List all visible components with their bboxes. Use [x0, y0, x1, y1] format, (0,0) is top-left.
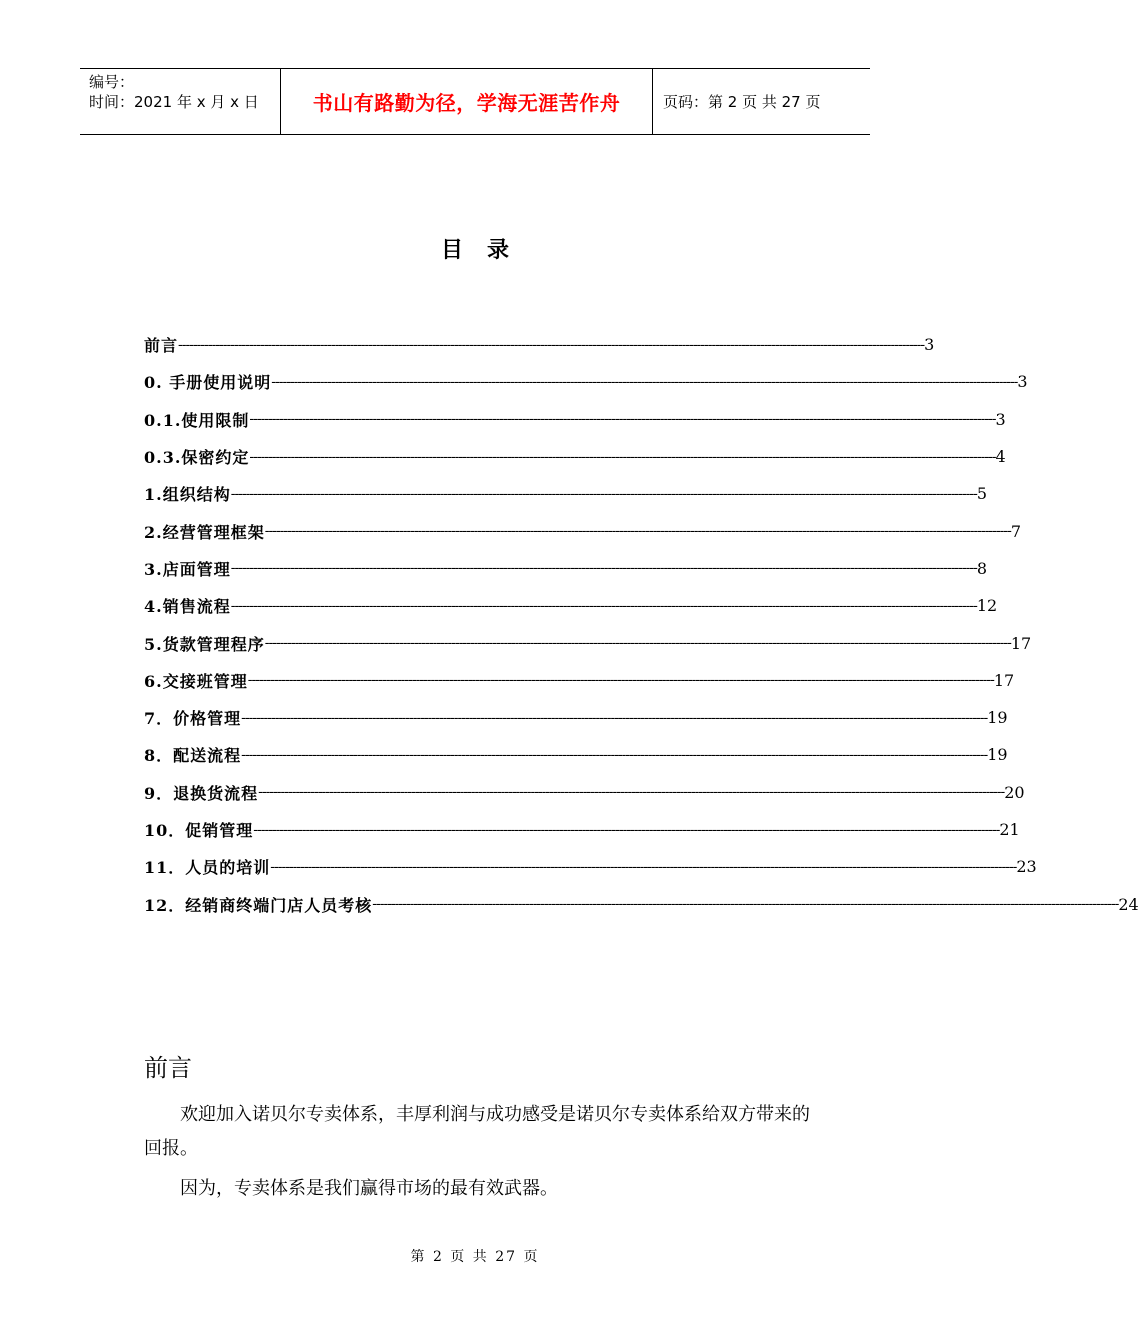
paragraph: 因为，专卖体系是我们赢得市场的最有效武器。: [180, 1178, 558, 1199]
toc-leader: --------------------------------------------------------------------------------------------------------------------------------------------------------------------------------------------------------: [264, 635, 1011, 652]
toc-leader: --------------------------------------------------------------------------------------------------------------------------------------------------------------------------------------------------------: [241, 709, 988, 726]
toc-entry-page: 20: [1004, 782, 1025, 802]
toc-entry[interactable]: [144, 587, 998, 624]
toc-entry-label: 2.经营管理框架: [144, 522, 265, 542]
toc-entry[interactable]: [144, 662, 1015, 699]
toc-entry-label: 4.销售流程: [144, 597, 231, 617]
toc-entry-page: 3: [1017, 372, 1028, 392]
header-meta: [80, 69, 281, 134]
toc-entry[interactable]: [144, 811, 1020, 848]
toc-entry-page: 8: [976, 558, 987, 578]
toc-leader: --------------------------------------------------------------------------------------------------------------------------------------------------------------------------------------------------------: [271, 373, 1018, 390]
toc-leader: --------------------------------------------------------------------------------------------------------------------------------------------------------------------------------------------------------: [241, 746, 988, 763]
toc-entry-label: 6.交接班管理: [144, 671, 248, 691]
toc-entry[interactable]: [144, 550, 987, 587]
toc-entry-label: 0.1.使用限制: [144, 410, 250, 430]
toc-leader: --------------------------------------------------------------------------------------------------------------------------------------------------------------------------------------------------------: [258, 784, 1005, 801]
toc-leader: --------------------------------------------------------------------------------------------------------------------------------------------------------------------------------------------------------: [178, 336, 925, 353]
toc-entry[interactable]: [144, 885, 1139, 922]
toc-entry-label: 5.货款管理程序: [144, 634, 265, 654]
toc-entry[interactable]: [144, 512, 1021, 549]
toc-entry-page: 3: [924, 335, 935, 355]
header-page-info: 页码：第 2 页 共 27 页: [663, 93, 821, 111]
toc-entry-label: 9．退换货流程: [144, 783, 259, 803]
toc-entry-label: 8．配送流程: [144, 746, 242, 766]
toc-entry[interactable]: [144, 326, 935, 363]
toc-entry-label: 11．人员的培训: [144, 858, 271, 878]
toc-title: 目录: [440, 237, 533, 263]
toc-leader: --------------------------------------------------------------------------------------------------------------------------------------------------------------------------------------------------------: [249, 448, 996, 465]
header-motto: 书山有路勤为径，学海无涯苦作舟: [281, 69, 653, 134]
toc-entry[interactable]: [144, 848, 1037, 885]
toc-entry-label: 10．促销管理: [144, 821, 254, 840]
toc-leader: --------------------------------------------------------------------------------------------------------------------------------------------------------------------------------------------------------: [230, 485, 977, 502]
toc-entry-page: 19: [987, 745, 1008, 765]
number-label: 编号：: [89, 73, 135, 91]
toc-entry[interactable]: [144, 624, 1032, 661]
toc-entry[interactable]: [144, 774, 1025, 811]
toc-entry-label: 0.3.保密约定: [144, 448, 250, 468]
page-header: [80, 68, 870, 135]
toc-leader: --------------------------------------------------------------------------------------------------------------------------------------------------------------------------------------------------------: [264, 523, 1011, 540]
toc-entry-page: 21: [999, 820, 1020, 839]
toc-entry-label: 0. 手册使用说明: [144, 373, 272, 393]
toc-entry[interactable]: [144, 401, 1006, 438]
toc-entry[interactable]: [144, 363, 1028, 400]
time-label: 时间：2021 年 x 月 x 日: [89, 93, 259, 111]
toc-entry-page: 17: [993, 670, 1015, 690]
toc-entry-label: 前言: [144, 336, 179, 356]
toc-leader: --------------------------------------------------------------------------------------------------------------------------------------------------------------------------------------------------------: [230, 560, 977, 577]
toc-leader: --------------------------------------------------------------------------------------------------------------------------------------------------------------------------------------------------------: [249, 411, 996, 428]
toc-leader: --------------------------------------------------------------------------------------------------------------------------------------------------------------------------------------------------------: [230, 597, 977, 614]
toc-entry-page: 3: [995, 409, 1006, 429]
toc-entry-page: 4: [995, 447, 1006, 467]
page-footer: 第 2 页 共 27 页: [410, 1249, 540, 1265]
toc-leader: --------------------------------------------------------------------------------------------------------------------------------------------------------------------------------------------------------: [372, 896, 1119, 913]
toc-entry-page: 17: [1010, 633, 1032, 653]
section-heading: 前言: [144, 1054, 192, 1082]
toc-entry-label: 7．价格管理: [144, 709, 242, 729]
toc-entry-label: 3.店面管理: [144, 559, 231, 579]
toc-entry-page: 7: [1010, 521, 1021, 541]
toc-entry-page: 12: [976, 596, 998, 616]
toc-entry[interactable]: [144, 438, 1006, 475]
toc-entry-label: 1.组织结构: [144, 485, 231, 505]
toc-entry-page: 24: [1118, 894, 1139, 914]
toc-entry[interactable]: [144, 736, 1008, 773]
toc-entry[interactable]: [144, 699, 1008, 736]
toc-entry-label: 12．经销商终端门店人员考核: [144, 895, 373, 915]
toc-entry[interactable]: [144, 475, 987, 512]
paragraph: 欢迎加入诺贝尔专卖体系，丰厚利润与成功感受是诺贝尔专卖体系给双方带来的回报。: [144, 1104, 810, 1159]
toc-entry-page: 5: [976, 484, 987, 504]
toc-leader: --------------------------------------------------------------------------------------------------------------------------------------------------------------------------------------------------------: [253, 821, 1000, 838]
toc-entry-page: 19: [987, 708, 1008, 728]
table-of-contents: [144, 326, 1139, 923]
toc-leader: --------------------------------------------------------------------------------------------------------------------------------------------------------------------------------------------------------: [247, 672, 994, 689]
toc-entry-page: 23: [1016, 857, 1037, 877]
toc-leader: --------------------------------------------------------------------------------------------------------------------------------------------------------------------------------------------------------: [270, 858, 1017, 875]
